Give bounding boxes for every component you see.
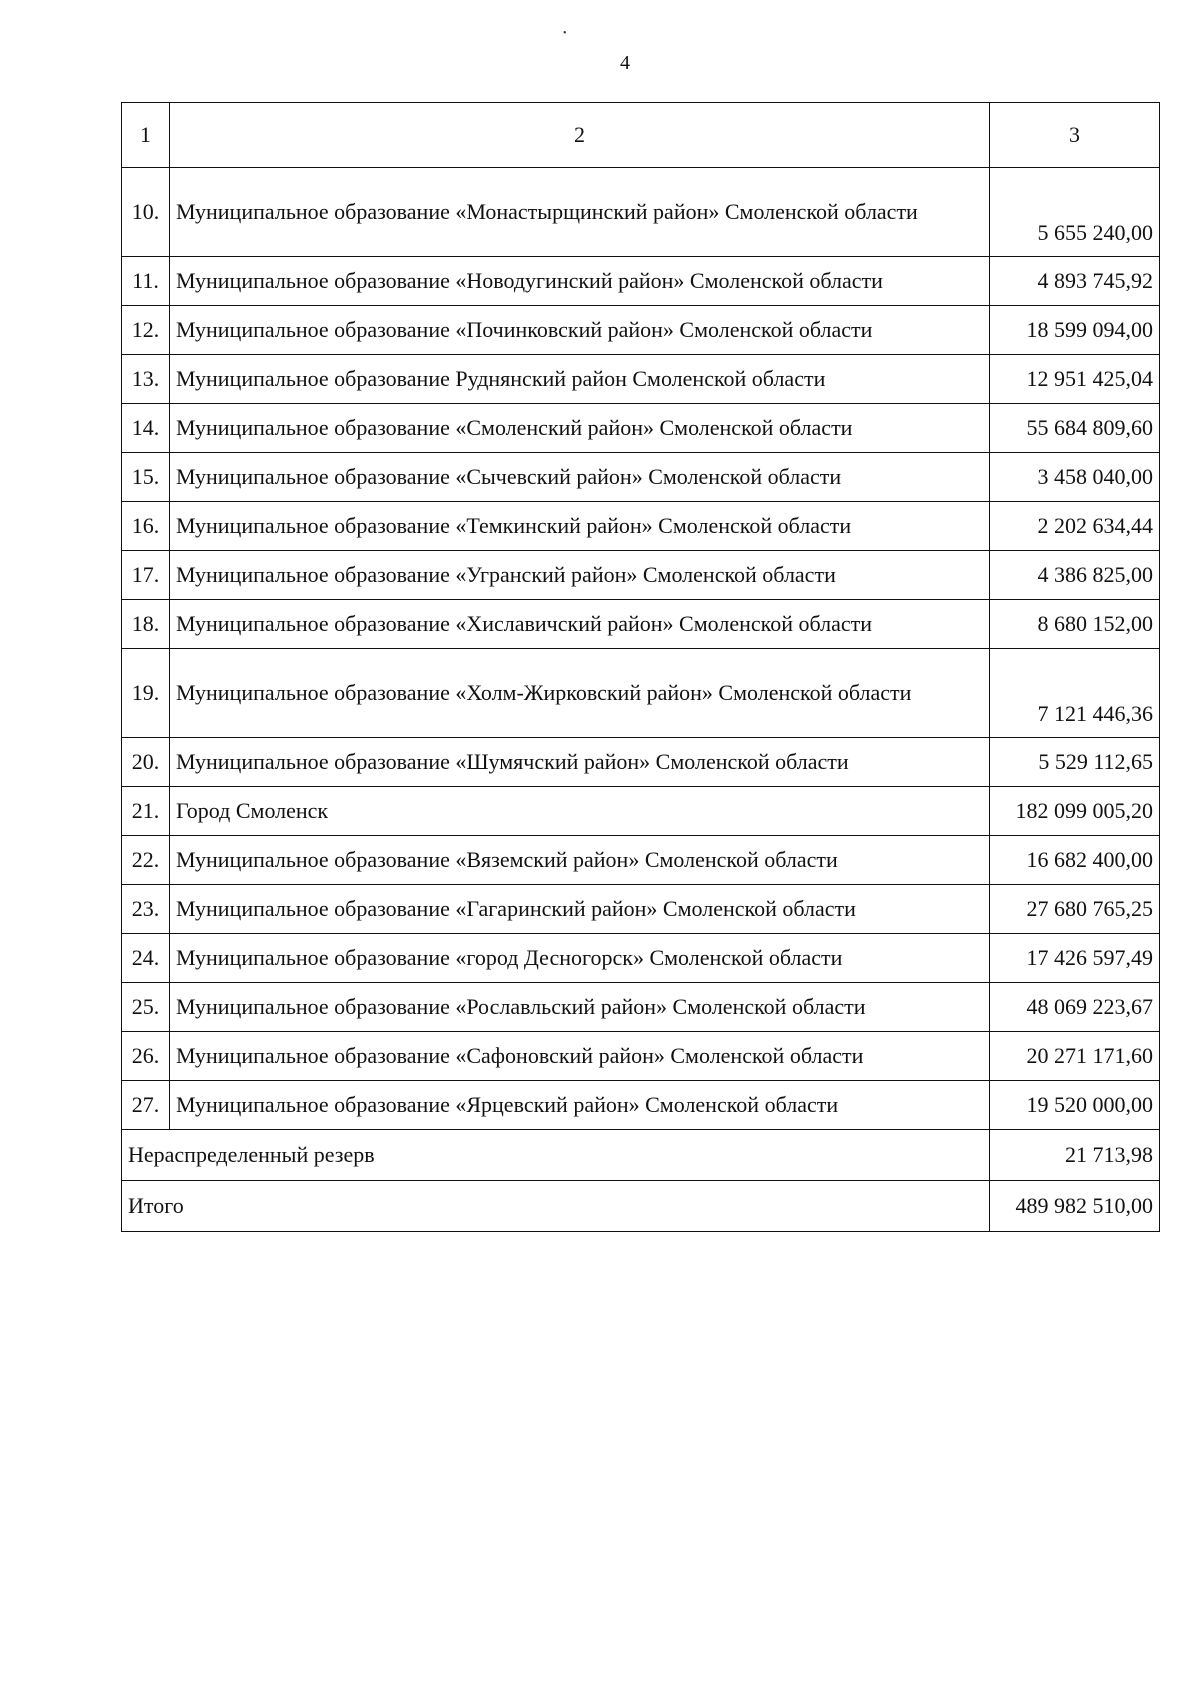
row-number: 19. (122, 649, 170, 738)
municipality-name: Муниципальное образование «Ярцевский район» Смоленской области (170, 1081, 990, 1130)
row-number: 18. (122, 600, 170, 649)
municipality-name: Муниципальное образование «Смоленский район» Смоленской области (170, 404, 990, 453)
municipality-name: Муниципальное образование «Гагаринский район» Смоленской области (170, 885, 990, 934)
allocation-amount: 55 684 809,60 (990, 404, 1160, 453)
table-row (122, 355, 1160, 404)
municipality-name: Муниципальное образование «Рославльский район» Смоленской области (170, 983, 990, 1032)
scan-mark: • (563, 28, 567, 39)
row-number: 26. (122, 1032, 170, 1081)
table-row (122, 1032, 1160, 1081)
table-row (122, 551, 1160, 600)
allocation-amount: 19 520 000,00 (990, 1081, 1160, 1130)
row-number: 12. (122, 306, 170, 355)
table-header-row (122, 103, 1160, 168)
allocation-table (121, 102, 1160, 1232)
allocation-amount: 20 271 171,60 (990, 1032, 1160, 1081)
allocation-amount: 4 386 825,00 (990, 551, 1160, 600)
table-row (122, 983, 1160, 1032)
table-row (122, 738, 1160, 787)
row-number: 23. (122, 885, 170, 934)
table-row (122, 257, 1160, 306)
header-col-2: 2 (170, 103, 990, 168)
reserve-label: Нераспределенный резерв (122, 1130, 990, 1181)
table-row (122, 168, 1160, 257)
page-number: 4 (620, 52, 630, 74)
row-number: 16. (122, 502, 170, 551)
table-row (122, 600, 1160, 649)
municipality-name: Муниципальное образование «город Десногорск» Смоленской области (170, 934, 990, 983)
allocation-amount: 8 680 152,00 (990, 600, 1160, 649)
allocation-amount: 3 458 040,00 (990, 453, 1160, 502)
reserve-row (122, 1130, 1160, 1181)
municipality-name: Муниципальное образование «Вяземский район» Смоленской области (170, 836, 990, 885)
table-row (122, 306, 1160, 355)
allocation-amount: 5 529 112,65 (990, 738, 1160, 787)
table-row (122, 649, 1160, 738)
allocation-amount: 182 099 005,20 (990, 787, 1160, 836)
header-col-3: 3 (990, 103, 1160, 168)
table-row (122, 836, 1160, 885)
reserve-amount: 21 713,98 (990, 1130, 1160, 1181)
allocation-amount: 27 680 765,25 (990, 885, 1160, 934)
allocation-amount: 18 599 094,00 (990, 306, 1160, 355)
row-number: 11. (122, 257, 170, 306)
table-row (122, 885, 1160, 934)
total-row (122, 1181, 1160, 1232)
municipality-name: Муниципальное образование «Угранский район» Смоленской области (170, 551, 990, 600)
table-row (122, 502, 1160, 551)
municipality-name: Муниципальное образование «Темкинский район» Смоленской области (170, 502, 990, 551)
table-row (122, 453, 1160, 502)
table-row (122, 1081, 1160, 1130)
total-amount: 489 982 510,00 (990, 1181, 1160, 1232)
municipality-name: Муниципальное образование «Холм-Жирковский район» Смоленской области (170, 649, 990, 738)
allocation-amount: 48 069 223,67 (990, 983, 1160, 1032)
municipality-name: Муниципальное образование «Сафоновский район» Смоленской области (170, 1032, 990, 1081)
allocation-amount: 7 121 446,36 (990, 649, 1160, 738)
row-number: 22. (122, 836, 170, 885)
row-number: 10. (122, 168, 170, 257)
row-number: 21. (122, 787, 170, 836)
municipality-name: Муниципальное образование «Новодугинский район» Смоленской области (170, 257, 990, 306)
row-number: 24. (122, 934, 170, 983)
municipality-name: Муниципальное образование «Монастырщинский район» Смоленской области (170, 168, 990, 257)
row-number: 25. (122, 983, 170, 1032)
municipality-name: Муниципальное образование «Шумячский район» Смоленской области (170, 738, 990, 787)
municipality-name: Муниципальное образование «Хиславичский район» Смоленской области (170, 600, 990, 649)
allocation-amount: 12 951 425,04 (990, 355, 1160, 404)
allocation-amount: 5 655 240,00 (990, 168, 1160, 257)
row-number: 13. (122, 355, 170, 404)
allocation-amount: 4 893 745,92 (990, 257, 1160, 306)
municipality-name: Муниципальное образование «Починковский район» Смоленской области (170, 306, 990, 355)
allocation-amount: 2 202 634,44 (990, 502, 1160, 551)
municipality-name: Муниципальное образование Руднянский район Смоленской области (170, 355, 990, 404)
table-row (122, 934, 1160, 983)
municipality-name: Муниципальное образование «Сычевский район» Смоленской области (170, 453, 990, 502)
total-label: Итого (122, 1181, 990, 1232)
table-row (122, 787, 1160, 836)
allocation-amount: 16 682 400,00 (990, 836, 1160, 885)
header-col-1: 1 (122, 103, 170, 168)
municipality-name: Город Смоленск (170, 787, 990, 836)
allocation-amount: 17 426 597,49 (990, 934, 1160, 983)
table-row (122, 404, 1160, 453)
row-number: 15. (122, 453, 170, 502)
row-number: 20. (122, 738, 170, 787)
row-number: 14. (122, 404, 170, 453)
row-number: 17. (122, 551, 170, 600)
row-number: 27. (122, 1081, 170, 1130)
